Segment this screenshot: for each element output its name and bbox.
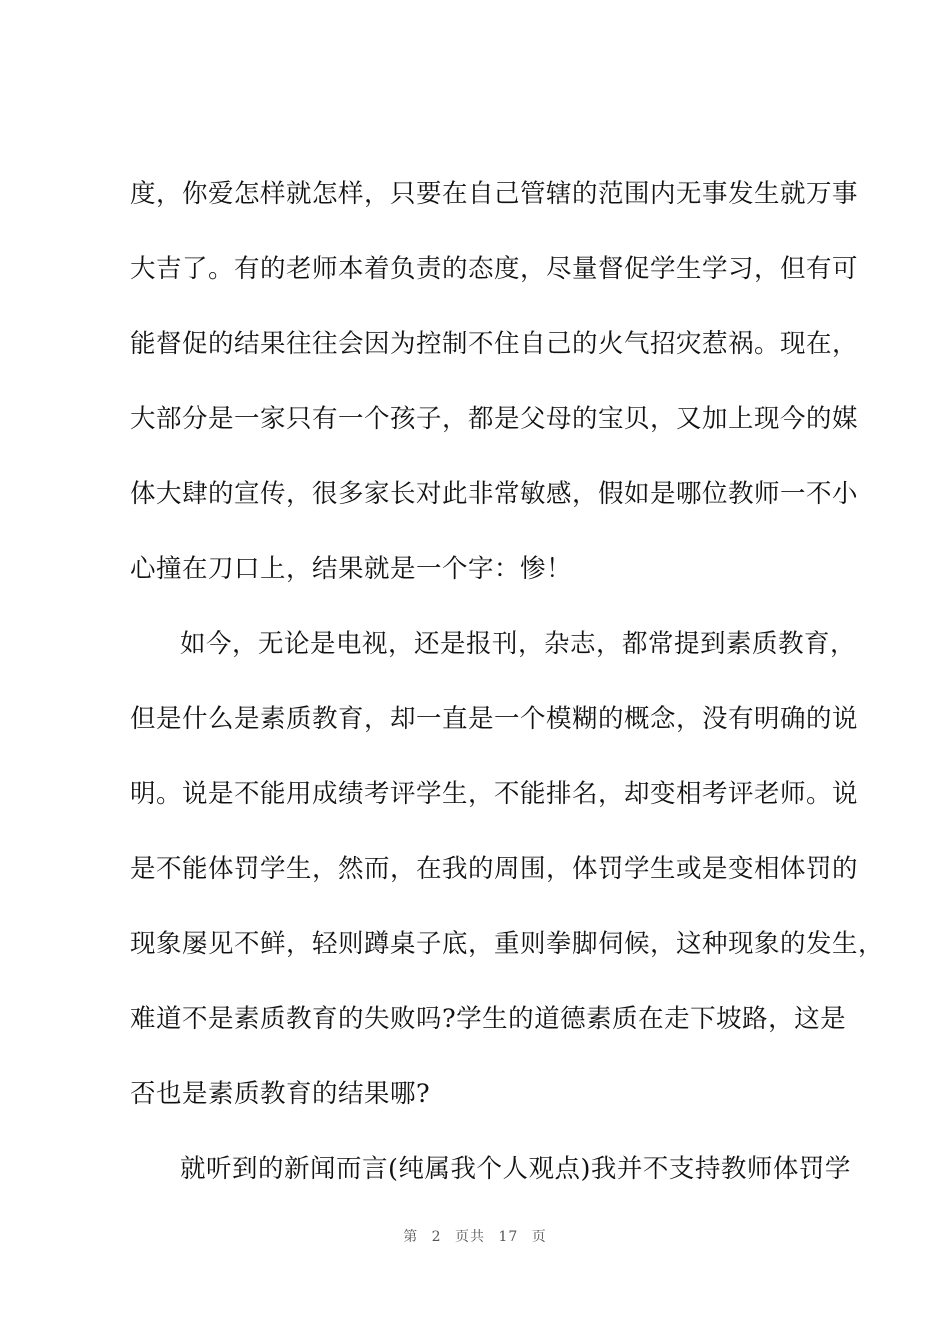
text-line: 体大肆的宣传，很多家长对此非常敏感，假如是哪位教师一不小 [130,479,859,509]
text-line: 明。说是不能用成绩考评学生，不能排名，却变相考评老师。说 [130,779,859,809]
text-line: 大部分是一家只有一个孩子，都是父母的宝贝，又加上现今的媒 [130,404,859,434]
text-line: 现象屡见不鲜，轻则蹲桌子底，重则拳脚伺候，这种现象的发生， [130,929,885,959]
footer-prefix: 第 [403,1229,419,1245]
text-line: 心撞在刀口上，结果就是一个字：惨！ [130,554,573,584]
text-line: 难道不是素质教育的失败吗?学生的道德素质在走下坡路，这是 [130,1004,847,1034]
text-line: 大吉了。有的老师本着负责的态度，尽量督促学生学习，但有可 [130,254,859,284]
text-line: 但是什么是素质教育，却一直是一个模糊的概念，没有明确的说 [130,704,859,734]
page-footer [0,1226,950,1246]
footer-mid: 页共 [455,1229,486,1245]
text-line: 是不能体罚学生，然而，在我的周围，体罚学生或是变相体罚的 [130,854,859,884]
text-line: 否也是素质教育的结果哪? [130,1079,431,1109]
footer-suffix: 页 [531,1229,547,1245]
paragraph-first-line: 就听到的新闻而言(纯属我个人观点)我并不支持教师体罚学 [180,1154,851,1184]
footer-current-page: 2 [431,1229,442,1245]
text-line: 度，你爱怎样就怎样，只要在自己管辖的范围内无事发生就万事 [130,179,859,209]
footer-total-pages: 17 [498,1229,519,1245]
paragraph-first-line: 如今，无论是电视，还是报刊，杂志，都常提到素质教育， [180,629,857,659]
text-line: 能督促的结果往往会因为控制不住自己的火气招灾惹祸。现在， [130,329,859,359]
